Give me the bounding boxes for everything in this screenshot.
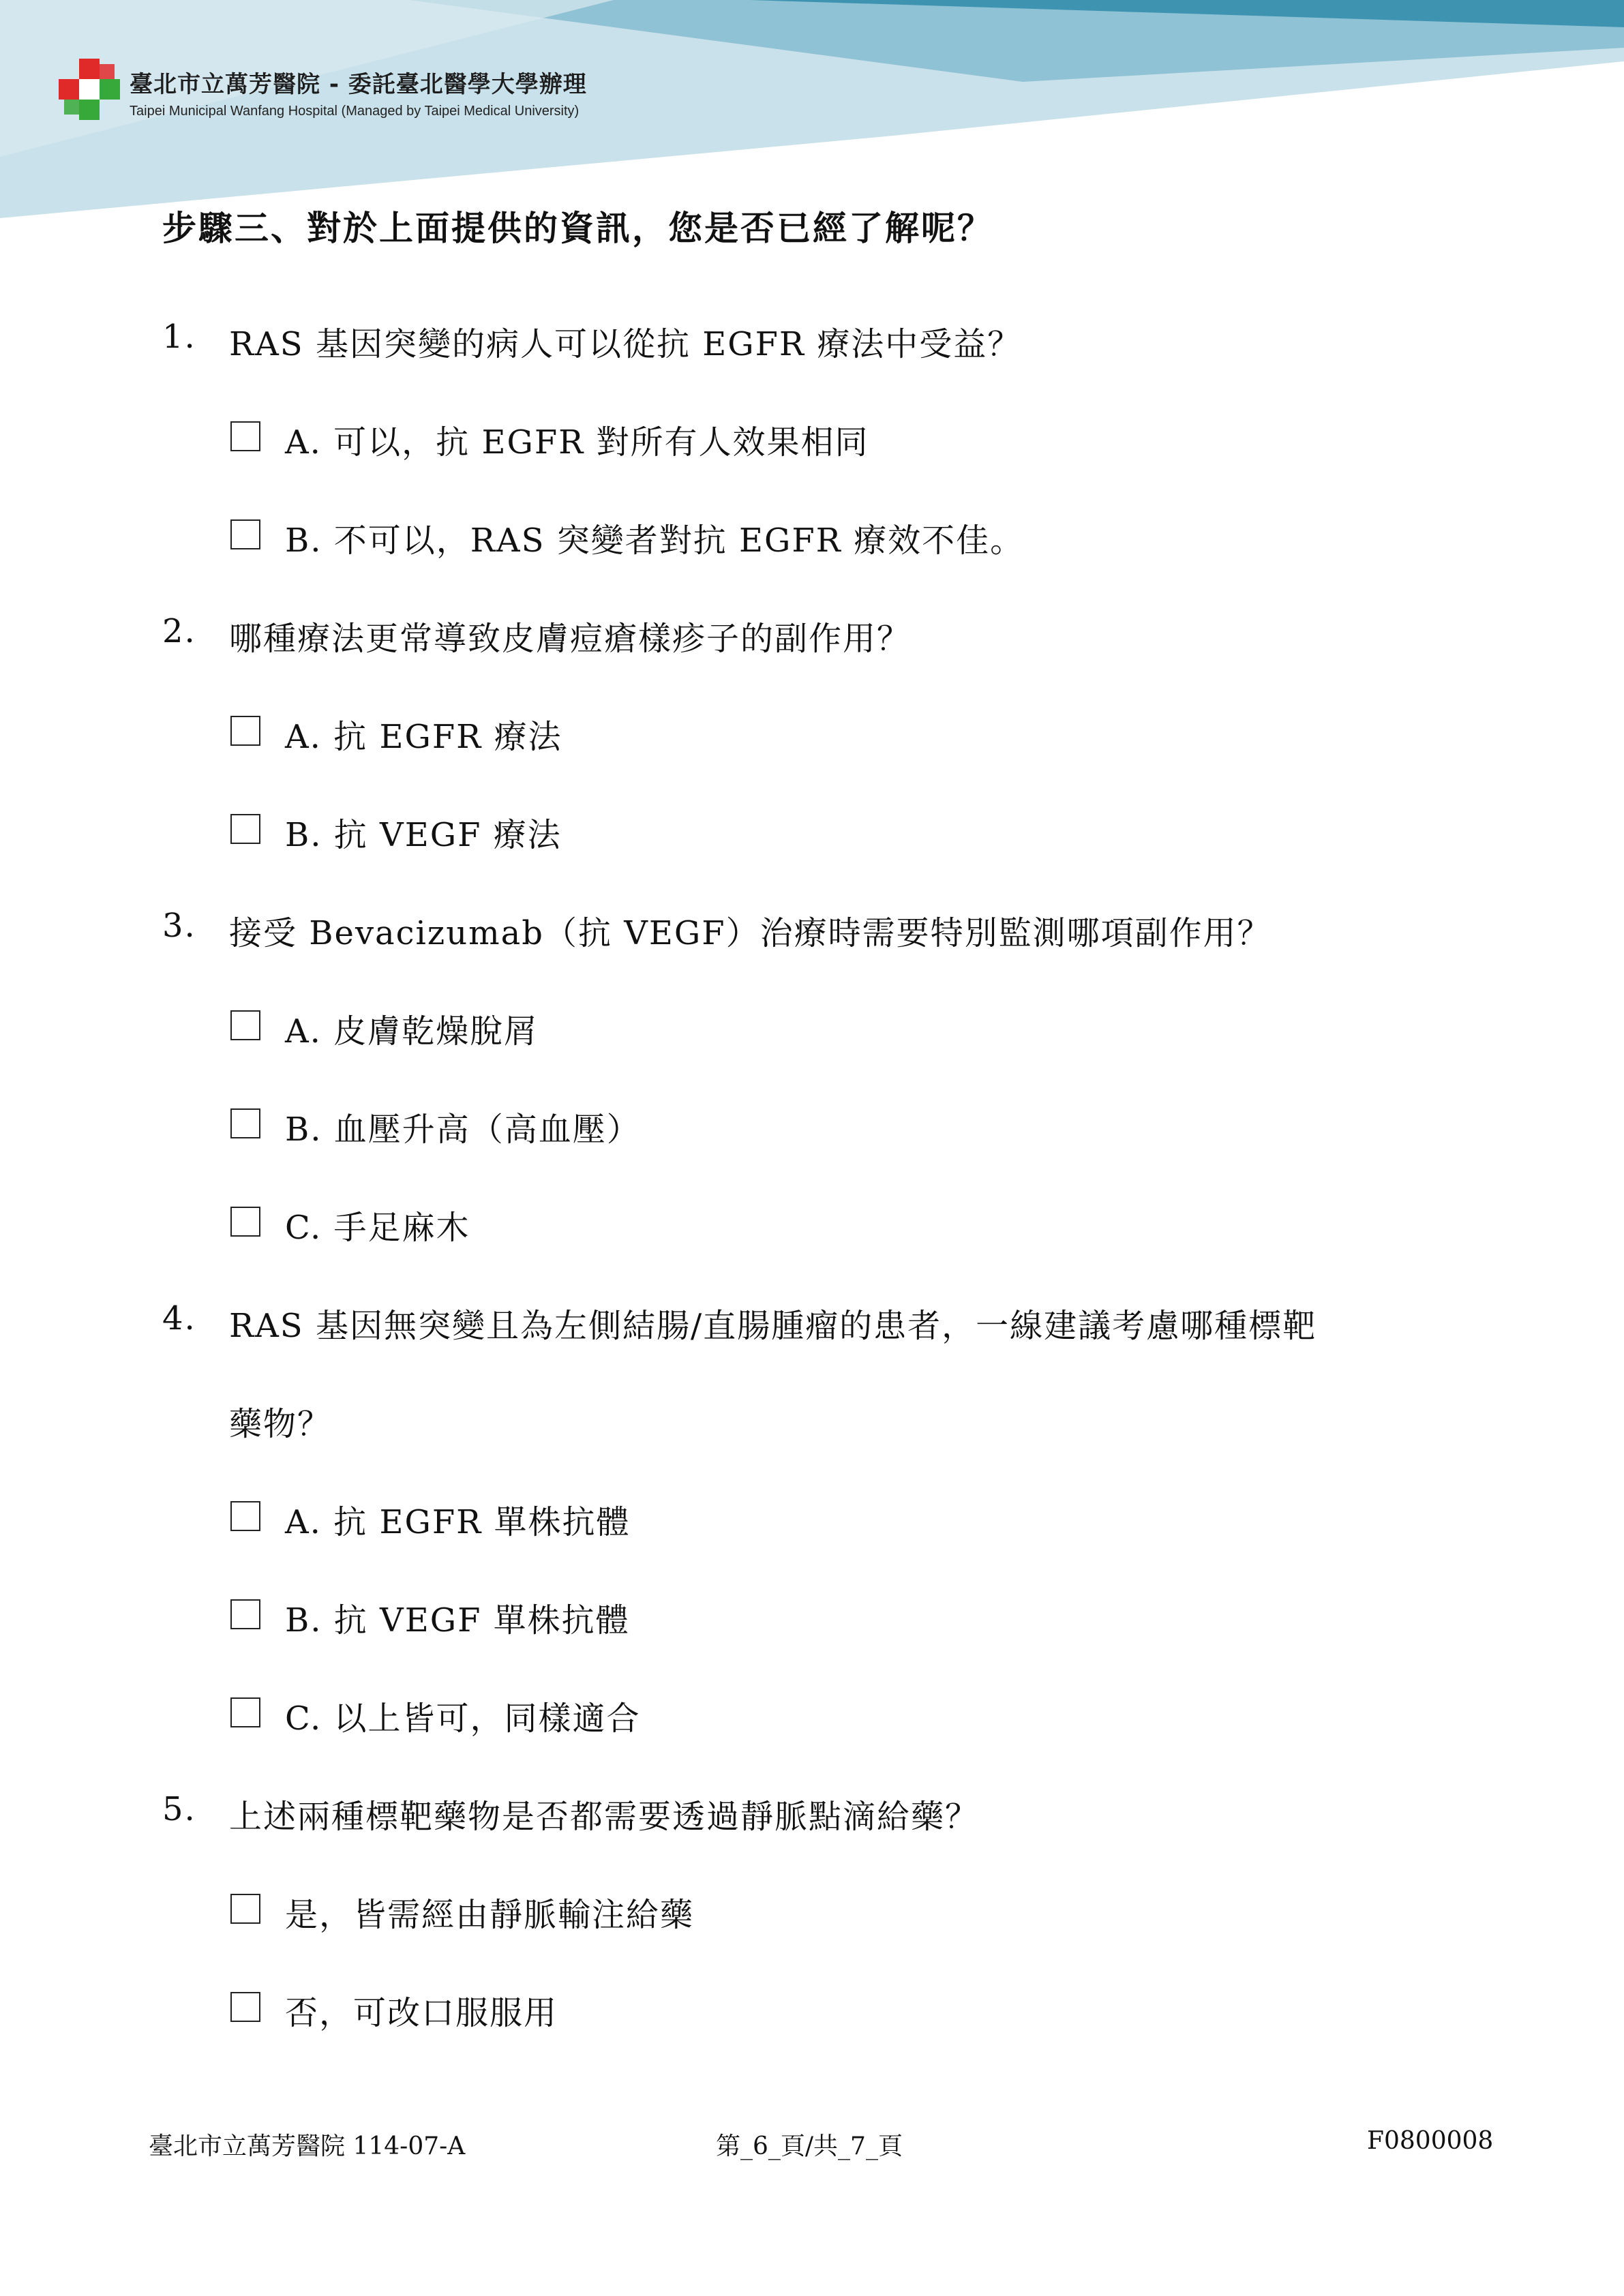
question-text: 接受 Bevacizumab（抗 VEGF）治療時需要特別監測哪項副作用？ (229, 914, 1272, 952)
option-label: A. 抗 EGFR 單株抗體 (285, 1503, 631, 1541)
checkbox[interactable] (230, 716, 260, 746)
question-number: 4. (162, 1299, 196, 1338)
option-label: 否，可改口服服用 (285, 1994, 558, 2032)
question-text: 哪種療法更常導致皮膚痘瘡樣疹子的副作用？ (229, 620, 912, 658)
checkbox[interactable] (230, 1010, 260, 1040)
option-label: B. 抗 VEGF 療法 (285, 816, 562, 854)
option-label: A. 可以，抗 EGFR 對所有人效果相同 (285, 423, 869, 462)
option-label: A. 皮膚乾燥脫屑 (285, 1012, 539, 1051)
checkbox[interactable] (230, 1697, 260, 1727)
option-label: B. 抗 VEGF 單株抗體 (285, 1601, 630, 1640)
checkbox[interactable] (230, 421, 260, 451)
checkbox[interactable] (230, 1501, 260, 1531)
footer-page-number: 第_6_頁/共_7_頁 (716, 2132, 903, 2160)
hospital-name-zh: 臺北市立萬芳醫院 - 委託臺北醫學大學辦理 (130, 71, 587, 98)
checkbox[interactable] (230, 814, 260, 844)
option-label: C. 手足麻木 (285, 1209, 470, 1247)
checkbox[interactable] (230, 1992, 260, 2022)
option-label: 是，皆需經由靜脈輸注給藥 (285, 1896, 695, 1934)
option-label: A. 抗 EGFR 療法 (285, 718, 562, 756)
checkbox[interactable] (230, 1894, 260, 1924)
question-number: 2. (162, 612, 196, 650)
question-number: 3. (162, 907, 196, 945)
checkbox[interactable] (230, 519, 260, 549)
footer-form-code: F0800008 (1367, 2127, 1494, 2155)
question-text-continued: 藥物？ (229, 1405, 332, 1443)
question-text: RAS 基因突變的病人可以從抗 EGFR 療法中受益？ (229, 325, 1022, 363)
option-label: C. 以上皆可，同樣適合 (285, 1700, 641, 1738)
checkbox[interactable] (230, 1599, 260, 1629)
checkbox[interactable] (230, 1207, 260, 1237)
option-label: B. 血壓升高（高血壓） (285, 1111, 641, 1149)
hospital-name-en: Taipei Municipal Wanfang Hospital (Managed by Taipei Medical University) (130, 104, 580, 119)
footer-doc-id: 臺北市立萬芳醫院 114-07-A (149, 2132, 466, 2160)
checkbox[interactable] (230, 1108, 260, 1138)
hospital-logo-icon (59, 59, 120, 120)
option-label: B. 不可以，RAS 突變者對抗 EGFR 療效不佳。 (285, 522, 1025, 560)
question-number: 1. (162, 318, 196, 356)
step-title: 步驟三、對於上面提供的資訊，您是否已經了解呢？ (162, 208, 993, 248)
question-text: 上述兩種標靶藥物是否都需要透過靜脈點滴給藥？ (229, 1798, 980, 1836)
question-text: RAS 基因無突變且為左側結腸/直腸腫瘤的患者，一線建議考慮哪種標靶 (229, 1307, 1317, 1345)
question-number: 5. (162, 1790, 196, 1828)
